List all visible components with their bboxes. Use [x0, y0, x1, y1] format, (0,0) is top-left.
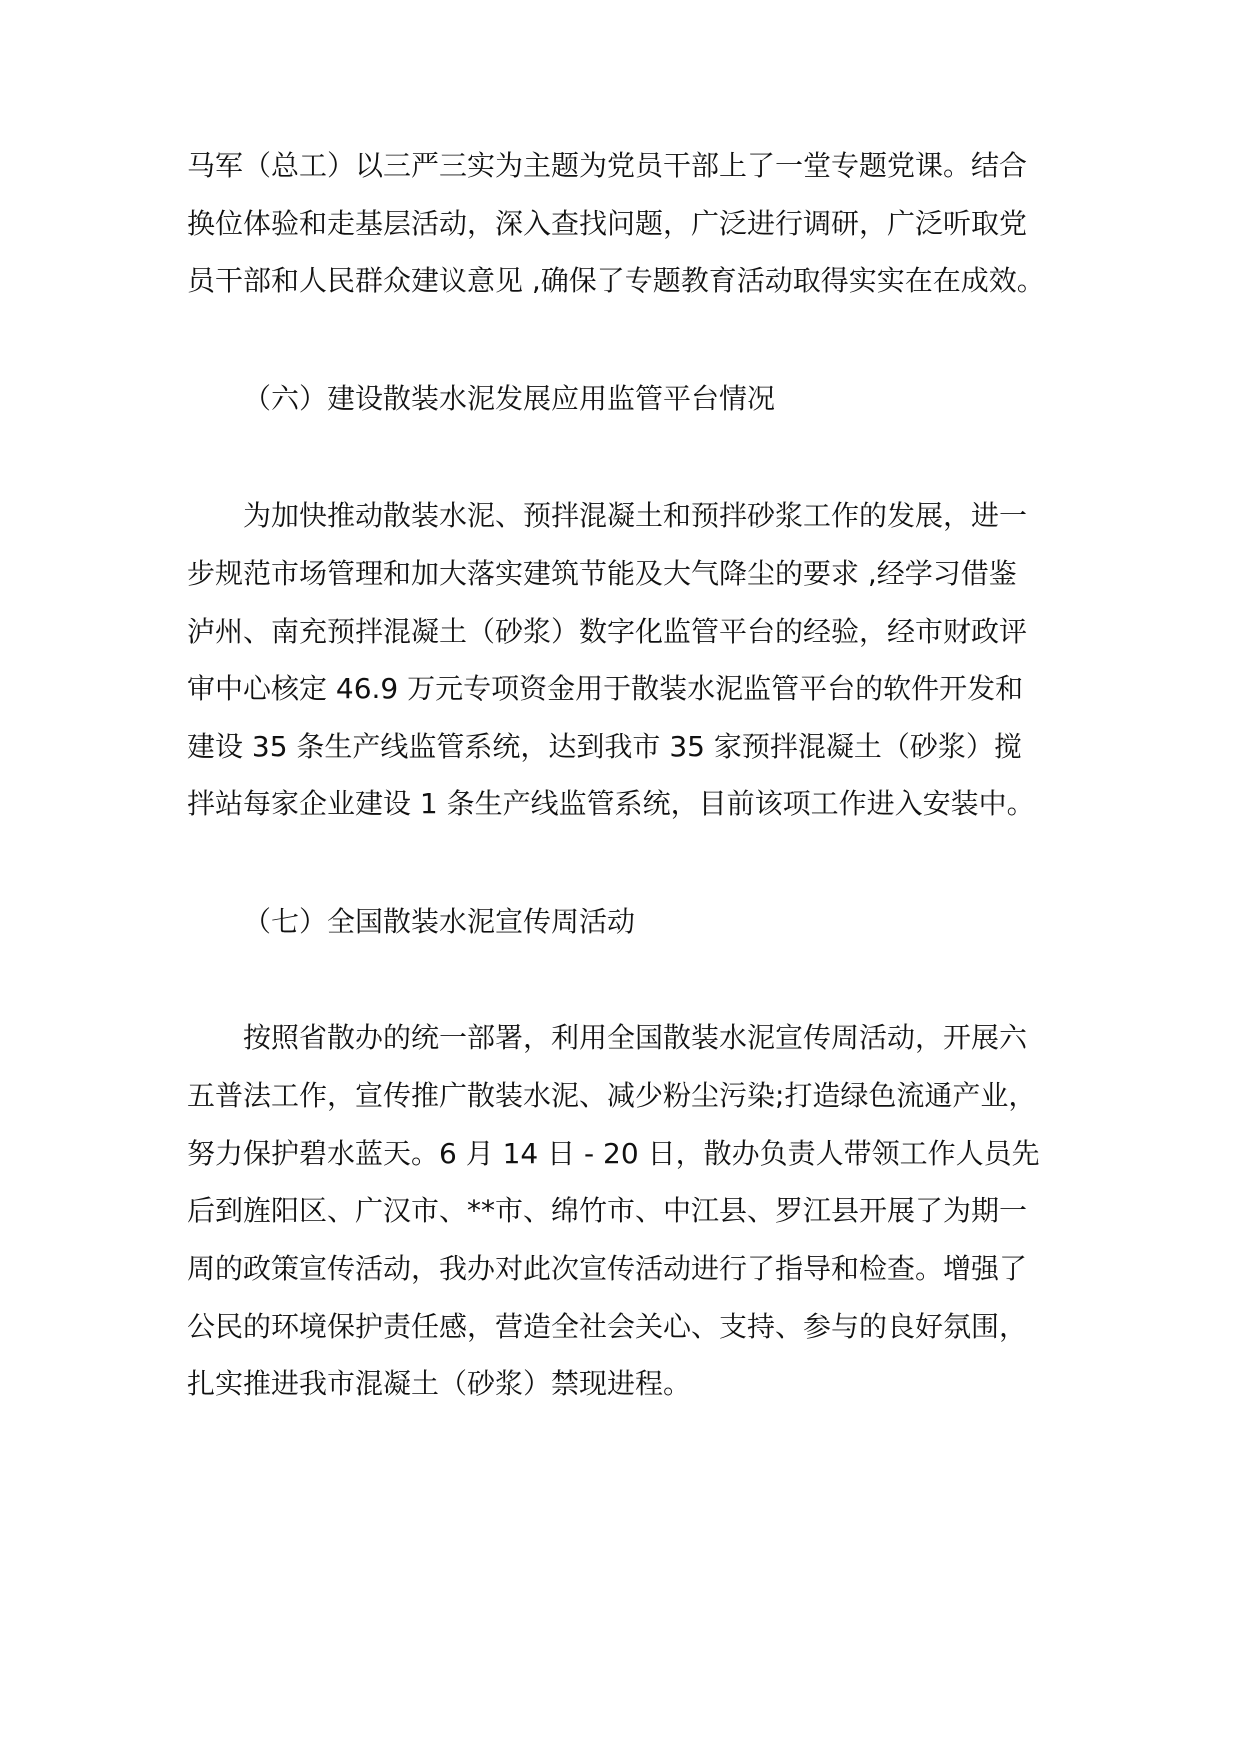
section-heading-6: （六）建设散装水泥发展应用监管平台情况 — [243, 382, 776, 415]
paragraph-1-line-3: 员干部和人民群众建议意见 ,确保了专题教育活动取得实实在在成效。 — [187, 264, 1045, 297]
section-heading-7: （七）全国散装水泥宣传周活动 — [243, 905, 636, 938]
paragraph-1-line-2: 换位体验和走基层活动，深入查找问题，广泛进行调研，广泛听取党 — [187, 207, 1028, 240]
paragraph-2-line-4: 审中心核定 46.9 万元专项资金用于散装水泥监管平台的软件开发和 — [187, 672, 1024, 705]
paragraph-2-line-5: 建设 35 条生产线监管系统，达到我市 35 家预拌混凝土（砂浆）搅 — [187, 730, 1022, 763]
paragraph-3-line-7: 扎实推进我市混凝土（砂浆）禁现进程。 — [187, 1367, 692, 1400]
paragraph-3-line-6: 公民的环境保护责任感，营造全社会关心、支持、参与的良好氛围， — [187, 1310, 1028, 1343]
paragraph-3-line-4: 后到旌阳区、广汉市、**市、绵竹市、中江县、罗江县开展了为期一 — [187, 1194, 1028, 1227]
paragraph-2-line-2: 步规范市场管理和加大落实建筑节能及大气降尘的要求 ,经学习借鉴 — [187, 557, 1017, 590]
paragraph-3-line-5: 周的政策宣传活动，我办对此次宣传活动进行了指导和检查。增强了 — [187, 1252, 1028, 1285]
paragraph-3-line-1: 按照省散办的统一部署，利用全国散装水泥宣传周活动，开展六 — [243, 1021, 1028, 1054]
paragraph-2-line-6: 拌站每家企业建设 1 条生产线监管系统，目前该项工作进入安装中。 — [187, 787, 1035, 820]
paragraph-2-line-3: 泸州、南充预拌混凝土（砂浆）数字化监管平台的经验，经市财政评 — [187, 615, 1028, 648]
paragraph-3-line-2: 五普法工作，宣传推广散装水泥、减少粉尘污染;打造绿色流通产业， — [187, 1079, 1037, 1112]
paragraph-3-line-3: 努力保护碧水蓝天。6 月 14 日 - 20 日，散办负责人带领工作人员先 — [187, 1137, 1040, 1170]
paragraph-2-line-1: 为加快推动散装水泥、预拌混凝土和预拌砂浆工作的发展，进一 — [243, 499, 1028, 532]
paragraph-1-line-1: 马军（总工）以三严三实为主题为党员干部上了一堂专题党课。结合 — [187, 149, 1028, 182]
